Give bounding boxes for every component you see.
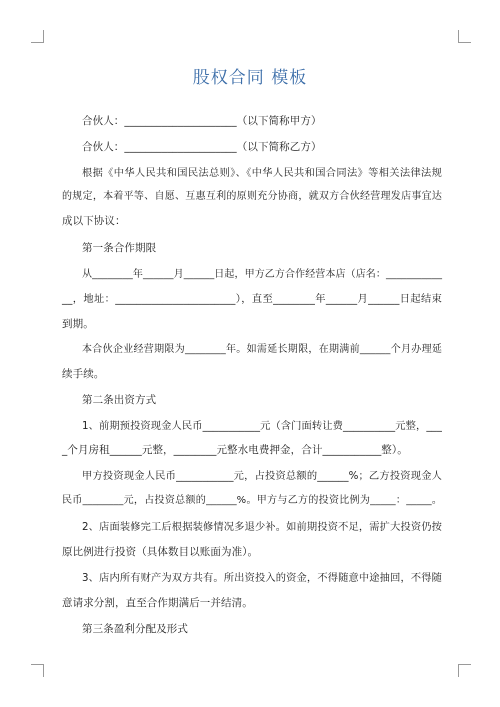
article-2-heading: 第二条出资方式 bbox=[82, 394, 157, 406]
article-2-item-2-line-1: 2、店面装修完工后根据装修情况多退少补。如前期投资不足，需扩大投资仍按 bbox=[82, 521, 442, 533]
preamble-line-2: 的规定，本着平等、自愿、互惠互利的原则充分协商，就双方合伙经营理发店事宜达 bbox=[62, 191, 442, 202]
article-1-line-3: 到期。 bbox=[62, 318, 94, 330]
article-1-line-5: 续手续。 bbox=[62, 368, 105, 380]
article-2-ratio-line-1: 甲方投资现金人民币___________元，占投资总额的______%；乙方投资现金人 bbox=[82, 470, 442, 482]
article-2-item-3-line-2: 意请求分割，直至合作期满后一并结清。 bbox=[62, 597, 253, 609]
article-1-line-1: 从________年______月______日起，甲方乙方合作经营本店（店名：___________ bbox=[82, 269, 443, 280]
crop-mark-top-left bbox=[31, 30, 44, 43]
document-title: 股权合同 模板 bbox=[192, 68, 308, 88]
article-2-ratio-line-2: 民币________元，占投资总额的______%。甲方与乙方的投资比例为_____：_____。 bbox=[62, 495, 442, 506]
party-a-line: 合伙人：_____________________（以下简称甲方） bbox=[82, 115, 322, 127]
article-2-item-2-line-2: 原比例进行投资（具体数目以账面为准）。 bbox=[62, 546, 259, 558]
crop-mark-bottom-left bbox=[31, 664, 44, 677]
crop-mark-bottom-right bbox=[458, 664, 471, 677]
preamble-line-1: 根据《中华人民共和国民法总则》、《中华人民共和国合同法》等相关法律法规 bbox=[82, 167, 442, 179]
article-3-heading: 第三条盈利分配及形式 bbox=[82, 623, 188, 635]
party-b-line: 合伙人：_____________________（以下简称乙方） bbox=[82, 141, 322, 153]
article-2-item-3-line-1: 3、店内所有财产为双方共有。所出资投入的资金，不得随意中途抽回，不得随 bbox=[82, 572, 442, 584]
article-1-line-2: __，地址：_______________________），直至________年______月______日起结束 bbox=[62, 293, 442, 305]
crop-mark-top-right bbox=[458, 30, 471, 43]
preamble-line-3: 成以下协议： bbox=[62, 215, 126, 227]
article-1-line-4: 本合伙企业经营期限为________年。如需延长期限，在期满前______个月办理延 bbox=[82, 344, 442, 355]
article-2-item-1-line-1: 1、前期预投资现金人民币___________元（含门面转让费__________元整，___ bbox=[82, 420, 442, 432]
article-1-heading: 第一条合作期限 bbox=[82, 242, 157, 254]
article-2-item-1-line-2: _个月房租______元整，________元整水电费押金，合计___________整）。 bbox=[62, 444, 408, 456]
